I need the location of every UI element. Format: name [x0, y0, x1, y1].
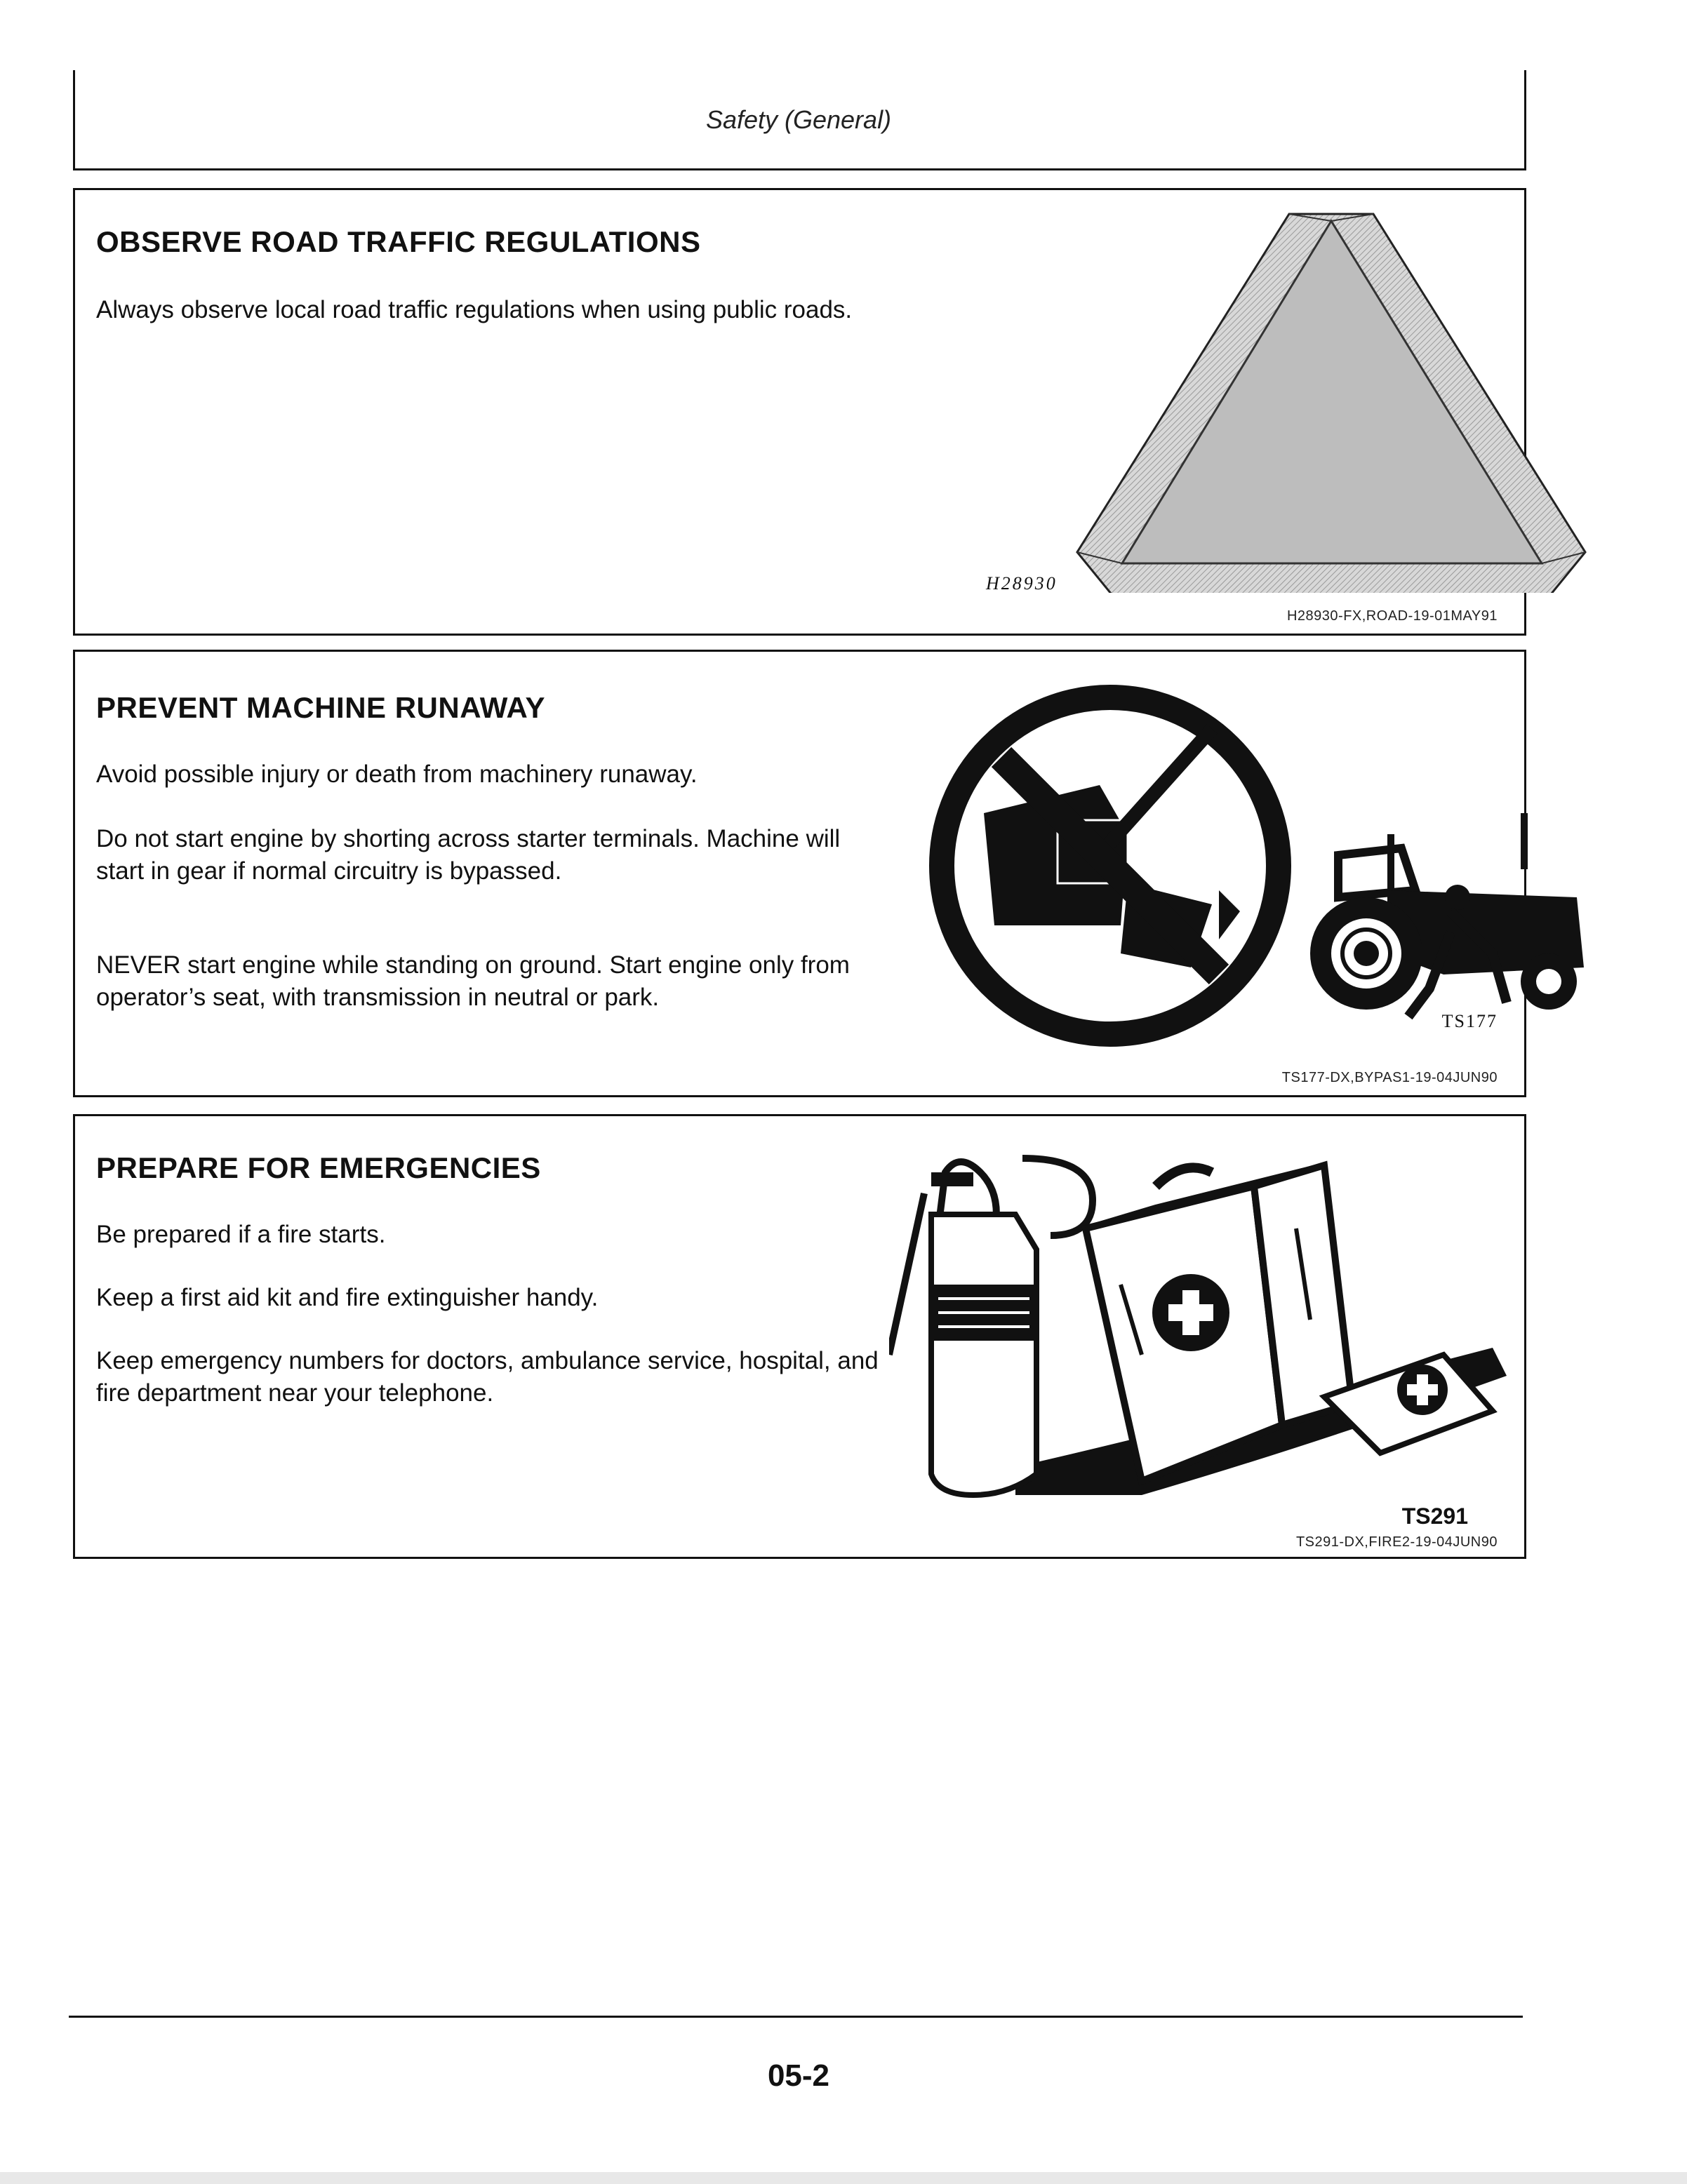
- section-paragraph: Keep a first aid kit and fire extinguisher handy.: [96, 1284, 599, 1311]
- footer-rule: [69, 2016, 1523, 2018]
- section-paragraph: Do not start engine by shorting across starter terminals. Machine will start in gear if normal circuitry is bypassed.: [96, 825, 841, 885]
- section-paragraph: Avoid possible injury or death from machinery runaway.: [96, 761, 698, 788]
- section-reference: TS291-DX,FIRE2-19-04JUN90: [1295, 1534, 1498, 1550]
- page-number: 05-2: [767, 2058, 830, 2093]
- tractor-runaway-icon: [1268, 792, 1591, 1031]
- section-paragraph: Keep emergency numbers for doctors, ambulance service, hospital, and fire department near your telephone.: [96, 1347, 879, 1407]
- scan-edge-strip: [0, 2172, 1687, 2184]
- section-title: OBSERVE ROAD TRAFFIC REGULATIONS: [96, 225, 701, 258]
- figure-code: H28930: [986, 573, 1058, 594]
- section-prepare-emergencies: [73, 1114, 1526, 1559]
- section-road-traffic: [73, 188, 1526, 636]
- no-shorting-starter-icon: [917, 673, 1310, 1066]
- figure-code: TS291: [1401, 1503, 1468, 1529]
- figure-code: TS177: [1441, 1011, 1498, 1031]
- section-paragraph: NEVER start engine while standing on ground. Start engine only from operator’s seat, with transmission in neutral or park.: [96, 951, 850, 1011]
- section-title: PREVENT MACHINE RUNAWAY: [96, 691, 546, 724]
- section-reference: TS177-DX,BYPAS1-19-04JUN90: [1281, 1070, 1498, 1085]
- section-paragraph: Always observe local road traffic regulations when using public roads.: [96, 296, 853, 323]
- section-machine-runaway: [73, 650, 1526, 1097]
- slow-moving-vehicle-triangle-icon: [1058, 200, 1605, 593]
- fire-extinguisher-and-first-aid-kit-icon: [889, 1144, 1521, 1509]
- section-reference: H28930-FX,ROAD-19-01MAY91: [1286, 608, 1498, 624]
- header-bottom-rule: [73, 168, 1526, 170]
- page-header-title: Safety (General): [705, 105, 892, 134]
- section-title: PREPARE FOR EMERGENCIES: [96, 1151, 541, 1184]
- section-paragraph: Be prepared if a fire starts.: [96, 1221, 386, 1248]
